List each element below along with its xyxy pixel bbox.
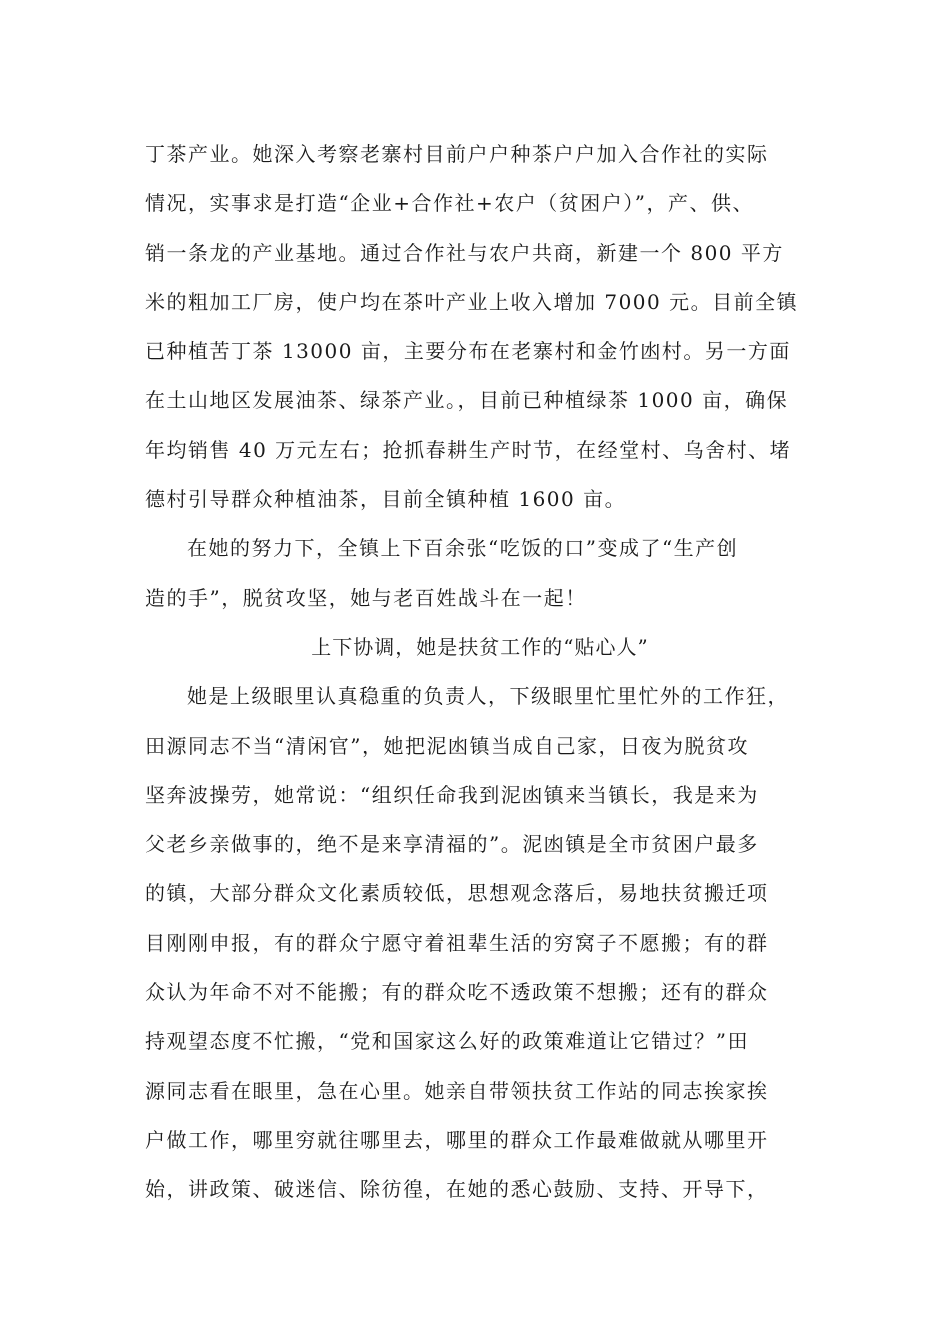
- paragraph-1-line-8: 德村引导群众种植油茶，目前全镇种植 1600 亩。: [145, 487, 627, 512]
- paragraph-3-line-8: 持观望态度不忙搬，“党和国家这么好的政策难道让它错过？”田: [145, 1029, 749, 1054]
- section-heading: 上下协调，她是扶贫工作的“贴心人”: [311, 634, 649, 659]
- paragraph-1-line-3: 销一条龙的产业基地。通过合作社与农户共商，新建一个 800 平方: [145, 240, 784, 265]
- paragraph-1-line-5: 已种植苦丁茶 13000 亩，主要分布在老寨村和金竹凼村。另一方面: [145, 339, 791, 364]
- paragraph-3-line-2: 田源同志不当“清闲官”，她把泥凼镇当成自己家，日夜为脱贫攻: [145, 733, 749, 758]
- paragraph-3-line-9: 源同志看在眼里，急在心里。她亲自带领扶贫工作站的同志挨家挨: [145, 1078, 769, 1103]
- paragraph-3-line-10: 户做工作，哪里穷就往哪里去，哪里的群众工作最难做就从哪里开: [145, 1127, 769, 1152]
- paragraph-3-line-7: 众认为年命不对不能搬；有的群众吃不透政策不想搬；还有的群众: [145, 980, 769, 1005]
- paragraph-3-line-1: 她是上级眼里认真稳重的负责人，下级眼里忙里忙外的工作狂，: [187, 684, 789, 709]
- paragraph-1-line-7: 年均销售 40 万元左右；抢抓春耕生产时节，在经堂村、乌舍村、堵: [145, 437, 792, 462]
- paragraph-1-line-2: 情况，实事求是打造“企业+合作社+农户（贫困户）”，产、供、: [145, 191, 754, 216]
- paragraph-3-line-11: 始，讲政策、破迷信、除彷徨，在她的悉心鼓励、支持、开导下，: [145, 1177, 769, 1202]
- paragraph-3-line-5: 的镇，大部分群众文化素质较低，思想观念落后，易地扶贫搬迁项: [145, 881, 769, 906]
- paragraph-1-line-4: 米的粗加工厂房，使户均在茶叶产业上收入增加 7000 元。目前全镇: [145, 289, 799, 314]
- paragraph-3-line-6: 目刚刚申报，有的群众宁愿守着祖辈生活的穷窝子不愿搬；有的群: [145, 930, 769, 955]
- paragraph-1-line-1: 丁茶产业。她深入考察老寨村目前户户种茶户户加入合作社的实际: [145, 142, 769, 166]
- paragraph-1-line-6: 在土山地区发展油茶、绿茶产业。，目前已种植绿茶 1000 亩，确保: [145, 388, 789, 413]
- paragraph-3-line-4: 父老乡亲做事的，绝不是来享清福的”。泥凼镇是全市贫困户最多: [145, 832, 759, 857]
- paragraph-3-line-3: 坚奔波操劳，她常说：“组织任命我到泥凼镇来当镇长，我是来为: [145, 782, 759, 807]
- document-body: [145, 130, 805, 1215]
- paragraph-2-line-2: 造的手”，脱贫攻坚，她与老百姓战斗在一起！: [145, 585, 587, 610]
- paragraph-2-line-1: 在她的努力下，全镇上下百余张“吃饭的口”变成了“生产创: [187, 536, 739, 561]
